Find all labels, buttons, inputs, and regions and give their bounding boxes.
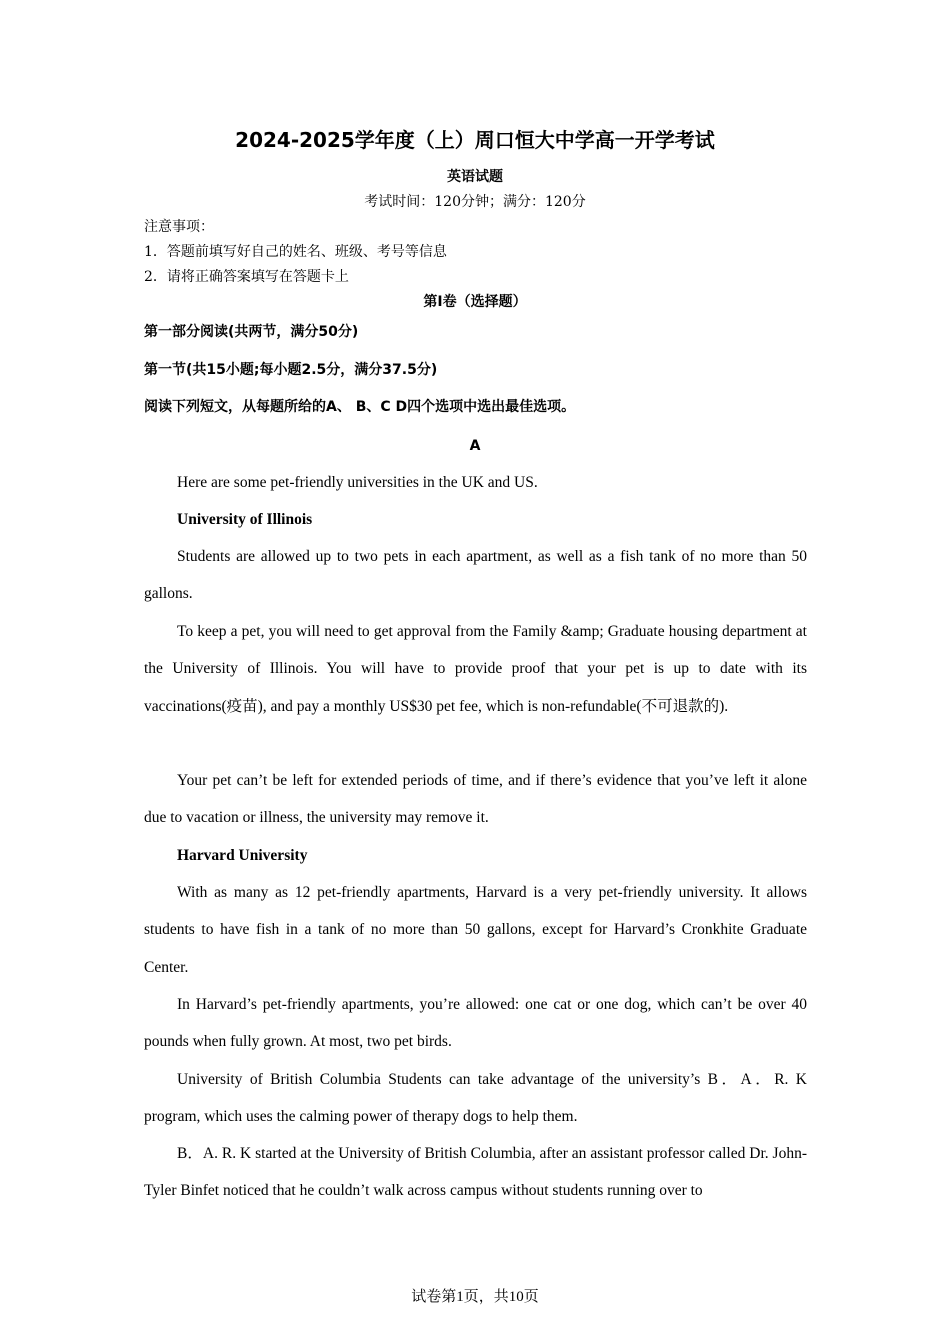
- exam-subject: 英语试题: [447, 169, 503, 185]
- ubc-paragraph-2: B．A. R. K started at the University of British Columbia, after an assistant professor called Dr. John-Tyler Binfet noticed that he couldn’t walk across campus without students running over to: [144, 1145, 807, 1200]
- harvard-heading: Harvard University: [177, 847, 308, 864]
- illinois-paragraph-2: To keep a pet, you will need to get approval from the Family &amp; Graduate housing department at the University of Illinois. You will have to provide proof that your pet is up to date with its vaccinations(疫苗), and pay a monthly US$30 pet fee, which is non-refundable(不可退款的).: [144, 623, 807, 715]
- notice-heading: 注意事项：: [144, 219, 214, 235]
- passage-intro: Here are some pet-friendly universities in the UK and US.: [177, 474, 538, 491]
- ubc-paragraph-1: University of British Columbia Students can take advantage of the university’s B．A．R. K program, which uses the calming power of therapy dogs to help them.: [144, 1071, 807, 1126]
- illinois-paragraph-1: Students are allowed up to two pets in each apartment, as well as a fish tank of no more than 50 gallons.: [144, 548, 807, 603]
- reading-instruction: 阅读下列短文，从每题所给的A、 B、C D四个选项中选出最佳选项。: [144, 399, 576, 415]
- illinois-heading: University of Illinois: [177, 511, 313, 528]
- harvard-paragraph-2: In Harvard’s pet-friendly apartments, you’re allowed: one cat or one dog, which can’t be over 40 pounds when fully grown. At most, two pet birds.: [144, 996, 807, 1051]
- page-footer: 试卷第1页，共10页: [411, 1289, 539, 1305]
- harvard-paragraph-1: With as many as 12 pet-friendly apartments, Harvard is a very pet-friendly university. It allows students to have fish in a tank of no more than 50 gallons, except for Harvard’s Cronkhite Graduate Center.: [144, 884, 807, 976]
- exam-title: 2024-2025学年度（上）周口恒大中学高一开学考试: [235, 128, 715, 152]
- notice-item-1: 1．答题前填写好自己的姓名、班级、考号等信息: [144, 244, 447, 260]
- part-heading: 第一部分阅读(共两节，满分50分): [144, 324, 359, 340]
- passage-label: A: [469, 438, 481, 454]
- subsection-heading: 第一节(共15小题;每小题2.5分，满分37.5分): [144, 362, 438, 378]
- exam-time-and-score: 考试时间：120分钟；满分：120分: [364, 194, 586, 210]
- notice-item-2: 2．请将正确答案填写在答题卡上: [144, 269, 349, 285]
- volume-heading: 第I卷（选择题）: [423, 294, 527, 310]
- illinois-paragraph-3: Your pet can’t be left for extended periods of time, and if there’s evidence that you’ve left it alone due to vacation or illness, the university may remove it.: [144, 772, 807, 827]
